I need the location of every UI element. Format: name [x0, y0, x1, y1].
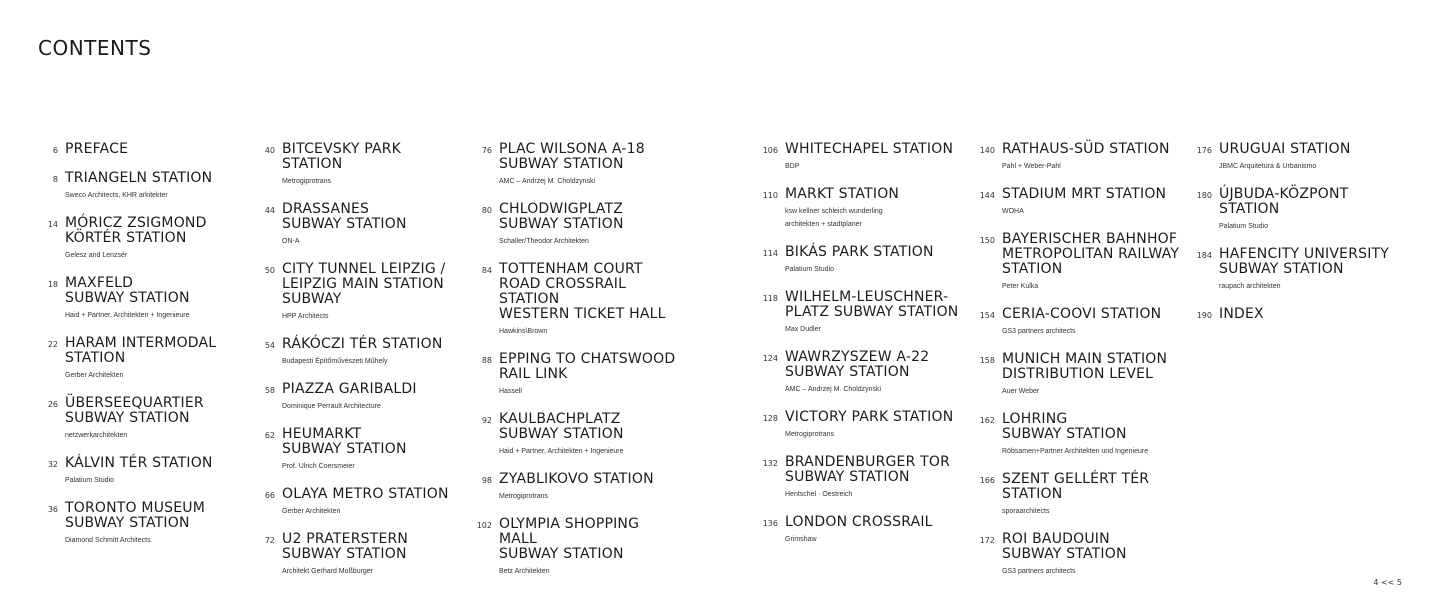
toc-entry[interactable]: [255, 202, 460, 248]
toc-architect: Röbsamen+Partner Architekten und Ingenieure: [1002, 448, 1149, 455]
toc-architect: Pahl + Weber-Pahl: [1002, 163, 1061, 170]
toc-entry[interactable]: [758, 350, 963, 396]
toc-architect: Grimshaw: [785, 536, 817, 543]
toc-page-number: 66: [264, 491, 275, 500]
toc-architect: Architekt Gerhard Moßburger: [282, 568, 374, 575]
toc-station-name: U2 PRATERSTERN SUBWAY STATION: [282, 531, 409, 562]
toc-station-name: MUNICH MAIN STATION DISTRIBUTION LEVEL: [1002, 351, 1168, 382]
toc-architect: Dominique Perrault Architecture: [282, 403, 381, 410]
toc-architect: HPP Architects: [282, 313, 329, 320]
toc-entry[interactable]: [1192, 247, 1397, 293]
toc-architect: AMC – Andrzej M. Choldzynski: [499, 178, 596, 185]
toc-entry[interactable]: [975, 232, 1180, 293]
toc-entry[interactable]: [38, 396, 243, 442]
toc-architect: Hassell: [499, 388, 522, 395]
toc-station-name: PIAZZA GARIBALDI: [282, 381, 417, 397]
toc-station-name: BRANDENBURGER TOR SUBWAY STATION: [785, 454, 951, 485]
toc-entry[interactable]: [758, 142, 963, 173]
toc-page-number: 80: [481, 206, 492, 215]
toc-station-name: LONDON CROSSRAIL: [785, 514, 933, 530]
toc-station-name: MAXFELD SUBWAY STATION: [65, 275, 190, 306]
toc-station-name: ZYABLIKOVO STATION: [499, 471, 654, 487]
toc-entry[interactable]: [38, 171, 243, 202]
toc-entry[interactable]: [1192, 187, 1397, 233]
toc-architect: Haid + Partner, Architekten + Ingenieure: [65, 312, 190, 319]
toc-station-name: PREFACE: [65, 141, 129, 157]
toc-station-name: MÓRICZ ZSIGMOND KÖRTÉR STATION: [65, 215, 207, 246]
toc-station-name: BIKÁS PARK STATION: [785, 244, 934, 260]
toc-page-number: 184: [1196, 251, 1212, 260]
toc-station-name: WILHELM-LEUSCHNER- PLATZ SUBWAY STATION: [785, 289, 959, 320]
toc-page-number: 162: [979, 416, 995, 425]
toc-architect: sporaarchitects: [1002, 508, 1050, 515]
toc-architect: JBMC Arquitetura & Urbanismo: [1219, 163, 1317, 170]
toc-page-number: 172: [979, 536, 995, 545]
toc-page-number: 118: [762, 294, 778, 303]
toc-architect: netzwerkarchitekten: [65, 432, 128, 439]
toc-station-name: BITCEVSKY PARK STATION: [282, 141, 402, 172]
toc-page-number: 190: [1196, 311, 1212, 320]
toc-entry[interactable]: [255, 337, 460, 368]
toc-station-name: ÜBERSEEQUARTIER SUBWAY STATION: [65, 395, 204, 426]
toc-page-number: 50: [264, 266, 275, 275]
toc-page-number: 62: [264, 431, 275, 440]
toc-entry[interactable]: [255, 532, 460, 578]
toc-station-name: STADIUM MRT STATION: [1002, 186, 1167, 202]
toc-architect: raupach architekten: [1219, 283, 1281, 290]
toc-page-number: 40: [264, 146, 275, 155]
toc-entry[interactable]: [38, 501, 243, 547]
toc-page-number: 124: [762, 354, 778, 363]
toc-station-name: TOTTENHAM COURT ROAD CROSSRAIL STATION WESTERN TICKET HALL: [499, 261, 666, 322]
toc-page-number: 14: [47, 220, 58, 229]
toc-page-number: 84: [481, 266, 492, 275]
toc-station-name: SZENT GELLÉRT TÉR STATION: [1002, 471, 1150, 502]
toc-architect: Peter Kulka: [1002, 283, 1039, 290]
toc-entry[interactable]: [1192, 307, 1397, 322]
toc-station-name: WHITECHAPEL STATION: [785, 141, 954, 157]
toc-column: [975, 142, 1180, 592]
toc-architect: Palatium Studio: [65, 477, 115, 484]
toc-entry[interactable]: [255, 142, 460, 188]
toc-architect: ksw kellner schleich wunderling architekten + stadtplaner: [785, 208, 883, 228]
toc-station-name: ROI BAUDOUIN SUBWAY STATION: [1002, 531, 1127, 562]
toc-architect: Budapesti Építőművészeti Műhely: [282, 358, 388, 365]
toc-entry[interactable]: [255, 487, 460, 518]
toc-station-name: WAWRZYSZEW A-22 SUBWAY STATION: [785, 349, 930, 380]
page-number: 4 << 5: [1373, 578, 1402, 587]
toc-station-name: DRASSANES SUBWAY STATION: [282, 201, 407, 232]
toc-architect: AMC – Andrzej M. Choldzynski: [785, 386, 882, 393]
toc-page-number: 158: [979, 356, 995, 365]
toc-station-name: CERIA-COOVI STATION: [1002, 306, 1162, 322]
toc-station-name: RÁKÓCZI TÉR STATION: [282, 336, 443, 352]
toc-architect: ON-A: [282, 238, 300, 245]
toc-column: [1192, 142, 1397, 336]
toc-entry[interactable]: [38, 216, 243, 262]
toc-entry[interactable]: [38, 276, 243, 322]
toc-entry[interactable]: [975, 532, 1180, 578]
toc-entry[interactable]: [472, 412, 677, 458]
toc-page-number: 6: [52, 146, 58, 155]
toc-architect: Prof. Ulrich Coersmeier: [282, 463, 355, 470]
toc-page-number: 114: [762, 249, 778, 258]
toc-architect: GS3 partners architects: [1002, 568, 1076, 575]
toc-architect: Sweco Architects, KHR arkitekter: [65, 192, 168, 199]
toc-entry[interactable]: [255, 382, 460, 413]
toc-page-number: 106: [762, 146, 778, 155]
toc-architect: Metrogiprotrans: [282, 178, 332, 185]
toc-station-name: MARKT STATION: [785, 186, 900, 202]
toc-page-number: 180: [1196, 191, 1212, 200]
toc-entry[interactable]: [1192, 142, 1397, 173]
toc-station-name: LOHRING SUBWAY STATION: [1002, 411, 1127, 442]
toc-architect: Metrogiprotrans: [785, 431, 835, 438]
toc-station-name: KÁLVIN TÉR STATION: [65, 455, 213, 471]
toc-entry[interactable]: [472, 142, 677, 188]
toc-page-number: 22: [47, 340, 58, 349]
toc-station-name: TRIANGELN STATION: [65, 170, 213, 186]
toc-page-number: 136: [762, 519, 778, 528]
toc-architect: Betz Architekten: [499, 568, 550, 575]
toc-page-number: 18: [47, 280, 58, 289]
toc-station-name: RATHAUS-SÜD STATION: [1002, 141, 1170, 157]
toc-architect: Palatium Studio: [785, 266, 835, 273]
toc-architect: GS3 partners architects: [1002, 328, 1076, 335]
page-title: CONTENTS: [38, 36, 152, 60]
toc-architect: Gelesz and Lenzsér: [65, 252, 128, 259]
toc-page-number: 166: [979, 476, 995, 485]
toc-column: [255, 142, 460, 592]
toc-page-number: 36: [47, 505, 58, 514]
toc-station-name: HARAM INTERMODAL STATION: [65, 335, 217, 366]
toc-entry[interactable]: [255, 262, 460, 323]
toc-entry[interactable]: [472, 517, 677, 578]
toc-entry[interactable]: [758, 187, 963, 231]
toc-page-number: 72: [264, 536, 275, 545]
toc-page-number: 154: [979, 311, 995, 320]
toc-page-number: 144: [979, 191, 995, 200]
toc-entry[interactable]: [975, 412, 1180, 458]
toc-architect: Max Dudler: [785, 326, 821, 333]
toc-station-name: URUGUAI STATION: [1219, 141, 1351, 157]
toc-architect: Hawkins\Brown: [499, 328, 548, 335]
toc-architect: Haid + Partner, Architekten + Ingenieure: [499, 448, 624, 455]
toc-entry[interactable]: [472, 202, 677, 248]
toc-entry[interactable]: [758, 515, 963, 546]
toc-page-number: 54: [264, 341, 275, 350]
toc-column: [472, 142, 677, 592]
toc-architect: Gerber Architekten: [282, 508, 341, 515]
toc-architect: WOHA: [1002, 208, 1024, 215]
toc-page-number: 176: [1196, 146, 1212, 155]
toc-station-name: ÚJBUDA-KÖZPONT STATION: [1219, 186, 1349, 217]
toc-page-number: 132: [762, 459, 778, 468]
toc-page-number: 8: [52, 175, 58, 184]
toc-station-name: HEUMARKT SUBWAY STATION: [282, 426, 407, 457]
toc-entry[interactable]: [38, 336, 243, 382]
toc-page-number: 44: [264, 206, 275, 215]
toc-station-name: CHLODWIGPLATZ SUBWAY STATION: [499, 201, 624, 232]
toc-entry[interactable]: [255, 427, 460, 473]
toc-architect: Gerber Architekten: [65, 372, 124, 379]
toc-station-name: TORONTO MUSEUM SUBWAY STATION: [65, 500, 205, 531]
toc-entry[interactable]: [975, 187, 1180, 218]
toc-station-name: PLAC WILSONA A-18 SUBWAY STATION: [499, 141, 645, 172]
toc-entry[interactable]: [758, 290, 963, 336]
toc-entry[interactable]: [975, 307, 1180, 338]
toc-entry[interactable]: [975, 472, 1180, 518]
toc-entry[interactable]: [472, 262, 677, 338]
toc-page-number: 110: [762, 191, 778, 200]
toc-page-number: 92: [481, 416, 492, 425]
toc-architect: Hentschel · Oestreich: [785, 491, 853, 498]
toc-architect: Palatium Studio: [1219, 223, 1269, 230]
toc-station-name: OLYMPIA SHOPPING MALL SUBWAY STATION: [499, 516, 640, 562]
toc-entry[interactable]: [975, 352, 1180, 398]
toc-entry[interactable]: [975, 142, 1180, 173]
toc-architect: Diamond Schmitt Architects: [65, 537, 151, 544]
toc-station-name: KAULBACHPLATZ SUBWAY STATION: [499, 411, 624, 442]
toc-station-name: VICTORY PARK STATION: [785, 409, 954, 425]
toc-column: [758, 142, 963, 560]
toc-column: [38, 142, 243, 561]
toc-page-number: 76: [481, 146, 492, 155]
toc-page-number: 140: [979, 146, 995, 155]
toc-entry[interactable]: [758, 245, 963, 276]
toc-station-name: EPPING TO CHATSWOOD RAIL LINK: [499, 351, 676, 382]
toc-page-number: 32: [47, 460, 58, 469]
toc-station-name: OLAYA METRO STATION: [282, 486, 449, 502]
toc-architect: Auer Weber: [1002, 388, 1040, 395]
toc-page-number: 26: [47, 400, 58, 409]
toc-station-name: CITY TUNNEL LEIPZIG / LEIPZIG MAIN STATION SUBWAY: [282, 261, 446, 307]
toc-architect: BDP: [785, 163, 800, 170]
toc-station-name: INDEX: [1219, 306, 1264, 322]
toc-page-number: 88: [481, 356, 492, 365]
toc-page-number: 58: [264, 386, 275, 395]
toc-entry[interactable]: [472, 352, 677, 398]
toc-page-number: 98: [481, 476, 492, 485]
toc-page-number: 150: [979, 236, 995, 245]
toc-architect: Metrogiprotrans: [499, 493, 549, 500]
toc-page-number: 128: [762, 414, 778, 423]
toc-station-name: HAFENCITY UNIVERSITY SUBWAY STATION: [1219, 246, 1390, 277]
toc-entry[interactable]: [38, 142, 243, 157]
toc-entry[interactable]: [38, 456, 243, 487]
toc-page-number: 102: [476, 521, 492, 530]
toc-entry[interactable]: [758, 455, 963, 501]
toc-entry[interactable]: [472, 472, 677, 503]
toc-architect: Schaller/Theodor Architekten: [499, 238, 589, 245]
toc-entry[interactable]: [758, 410, 963, 441]
toc-station-name: BAYERISCHER BAHNHOF METROPOLITAN RAILWAY STATION: [1002, 231, 1180, 277]
